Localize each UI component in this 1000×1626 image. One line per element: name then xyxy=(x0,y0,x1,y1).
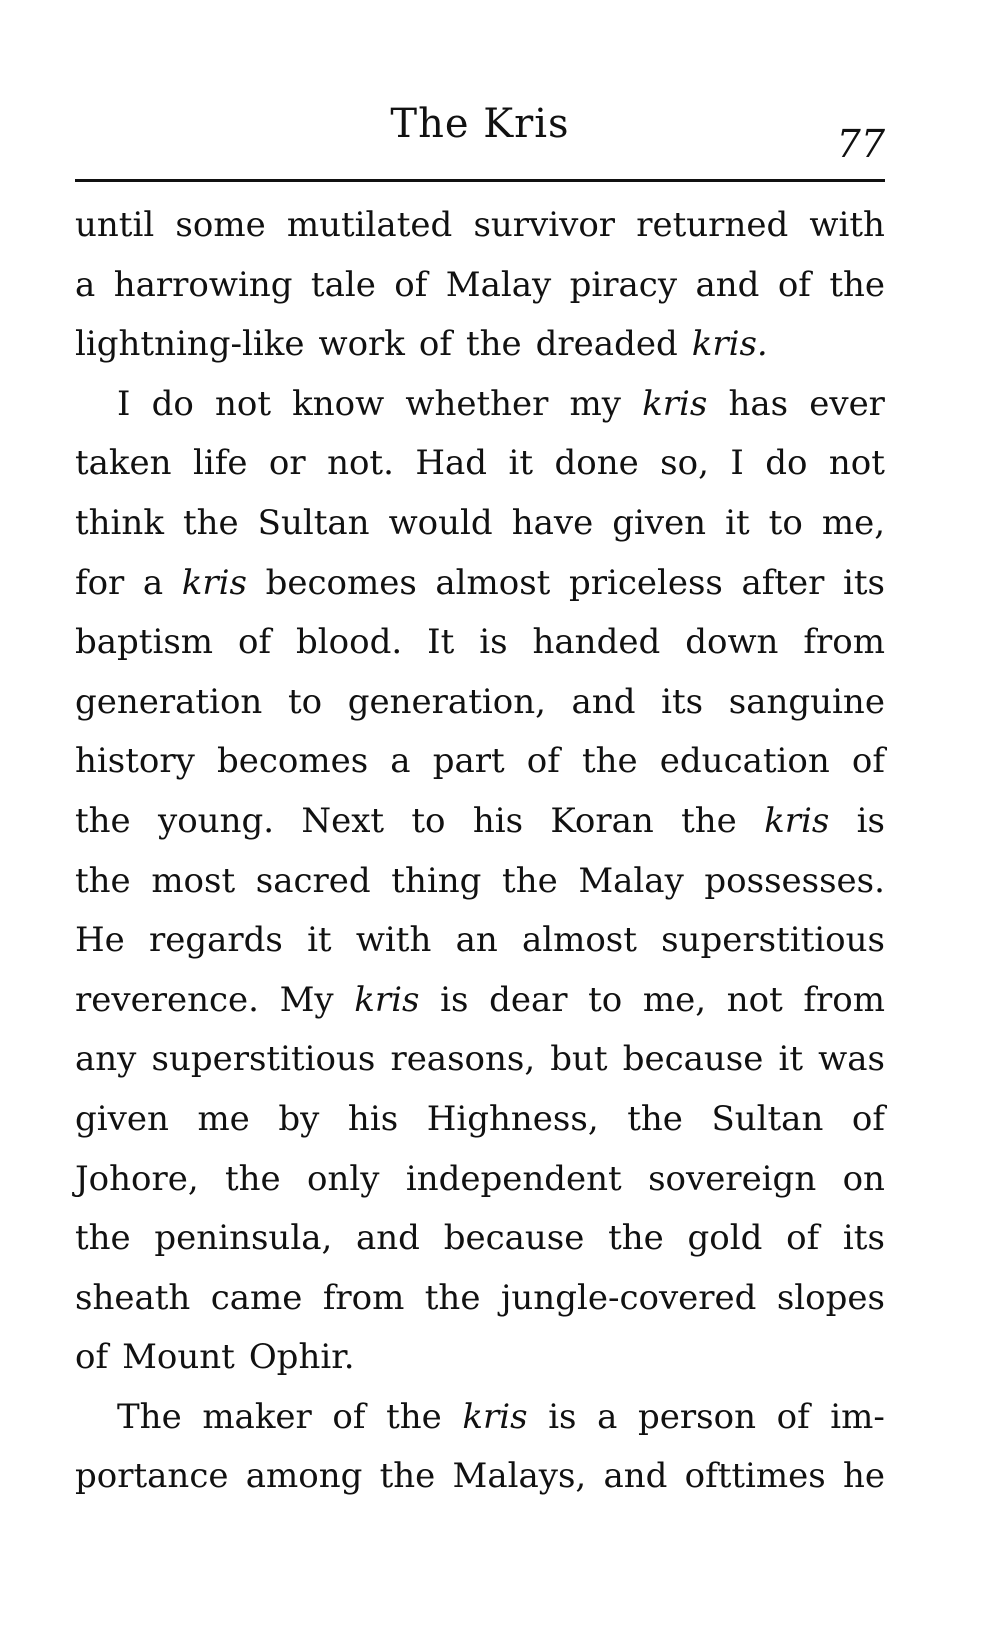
text-line xyxy=(75,256,885,316)
word: young. xyxy=(158,800,275,841)
word: tale xyxy=(310,264,376,305)
text-line xyxy=(75,1090,885,1150)
word: im- xyxy=(830,1396,885,1437)
word: peninsula, xyxy=(154,1218,333,1259)
word: most xyxy=(151,860,236,901)
word: is xyxy=(440,979,469,1020)
word: among xyxy=(245,1456,363,1497)
text-line xyxy=(75,1447,885,1507)
word: the xyxy=(75,800,131,841)
word: down xyxy=(685,622,779,663)
running-head: The Kris xyxy=(390,101,570,147)
word: It xyxy=(427,622,455,663)
word: Malay xyxy=(445,264,552,305)
word: by xyxy=(278,1098,320,1139)
text-line xyxy=(75,1150,885,1210)
word: and xyxy=(695,264,760,305)
word: a xyxy=(142,562,164,603)
text-line xyxy=(75,613,885,673)
paragraph xyxy=(75,375,885,1388)
text-line xyxy=(75,375,885,435)
word: it xyxy=(778,1039,804,1080)
word: came xyxy=(210,1277,303,1318)
word: not. xyxy=(327,443,394,484)
word: of xyxy=(75,1337,109,1378)
text-line xyxy=(75,1209,885,1269)
word: his xyxy=(472,800,524,841)
word: is xyxy=(479,622,508,663)
word: blood. xyxy=(296,622,403,663)
word: because xyxy=(443,1218,585,1259)
word: and xyxy=(571,681,636,722)
word: is xyxy=(856,800,885,841)
word: me xyxy=(197,1098,250,1139)
word: was xyxy=(818,1039,885,1080)
word: ever xyxy=(809,383,885,424)
word: a xyxy=(75,264,96,305)
word: to xyxy=(411,800,446,841)
italic-word: kris xyxy=(181,562,247,603)
word: is xyxy=(548,1396,577,1437)
word: I xyxy=(730,443,744,484)
word: only xyxy=(307,1158,380,1199)
word: with xyxy=(355,920,432,961)
word: the xyxy=(75,860,131,901)
word: the xyxy=(424,1277,481,1318)
header-rule xyxy=(75,179,885,182)
text-line xyxy=(75,971,885,1031)
page-header xyxy=(75,100,885,180)
text-line xyxy=(75,732,885,792)
word: reverence. xyxy=(75,979,259,1020)
text-line xyxy=(75,792,885,852)
body-text xyxy=(75,196,885,1507)
word: until xyxy=(75,205,155,245)
word: He xyxy=(75,920,125,961)
word: Sultan xyxy=(257,502,370,543)
word: Mount xyxy=(122,1337,235,1378)
word: me, xyxy=(642,979,707,1020)
text-line xyxy=(75,1030,885,1090)
word: it xyxy=(307,920,332,961)
word: with xyxy=(809,205,885,245)
word: handed xyxy=(532,622,661,663)
word: me, xyxy=(821,502,885,543)
word: Sultan xyxy=(711,1098,824,1139)
word: independent xyxy=(405,1158,622,1199)
word: on xyxy=(842,1158,885,1199)
word: it xyxy=(508,443,534,484)
word: part xyxy=(432,741,505,782)
word: of xyxy=(776,1396,810,1437)
word: after xyxy=(741,562,825,603)
word: the xyxy=(502,860,558,901)
word: know xyxy=(292,383,385,424)
word: of xyxy=(418,324,452,365)
text-line xyxy=(75,673,885,733)
word: sovereign xyxy=(648,1158,817,1199)
word: and xyxy=(356,1218,420,1259)
word: given xyxy=(75,1098,169,1139)
word: done xyxy=(554,443,639,484)
word: sheath xyxy=(75,1277,191,1318)
word: because xyxy=(622,1039,764,1080)
word: Had xyxy=(415,443,488,484)
paragraph xyxy=(75,196,885,375)
word: returned xyxy=(636,205,789,245)
word: Malays, xyxy=(452,1456,587,1497)
word: harrowing xyxy=(113,264,293,305)
word: of xyxy=(851,1098,885,1139)
word: not xyxy=(726,979,783,1020)
word: work xyxy=(318,324,405,365)
text-line xyxy=(75,852,885,912)
word: Ophir. xyxy=(248,1337,355,1378)
word: or xyxy=(268,443,306,484)
italic-word: kris. xyxy=(691,324,768,365)
word: my xyxy=(569,383,621,424)
word: Next xyxy=(301,800,385,841)
word: his xyxy=(347,1098,399,1139)
word: becomes xyxy=(216,741,369,782)
word: generation xyxy=(75,681,263,722)
italic-word: kris xyxy=(642,383,708,424)
word: superstitious xyxy=(151,1039,376,1080)
word: some xyxy=(175,205,266,245)
word: survivor xyxy=(473,205,616,245)
word: the xyxy=(182,502,239,543)
word: gold xyxy=(687,1218,763,1259)
text-line xyxy=(75,196,885,256)
word: of xyxy=(526,741,560,782)
word: slopes xyxy=(776,1277,885,1318)
word: to xyxy=(588,979,623,1020)
word: to xyxy=(768,502,803,543)
word: of xyxy=(786,1218,820,1259)
word: portance xyxy=(75,1456,229,1497)
text-line xyxy=(75,1388,885,1448)
word: sanguine xyxy=(728,681,885,722)
word: have xyxy=(511,502,594,543)
word: becomes xyxy=(265,562,417,603)
word: to xyxy=(287,681,323,722)
word: its xyxy=(842,1218,885,1259)
word: maker xyxy=(202,1396,312,1437)
word: generation, xyxy=(347,681,546,722)
word: mutilated xyxy=(286,205,453,245)
word: history xyxy=(75,741,195,782)
word: for xyxy=(75,562,125,603)
word: education xyxy=(659,741,830,782)
word: of xyxy=(238,622,272,663)
word: I xyxy=(117,383,131,424)
word: life xyxy=(193,443,248,484)
word: from xyxy=(803,979,885,1020)
word: of xyxy=(394,264,428,305)
text-line xyxy=(75,911,885,971)
word: thing xyxy=(391,860,482,901)
word: but xyxy=(550,1039,608,1080)
word: and xyxy=(603,1456,668,1497)
word: Highness, xyxy=(426,1098,599,1139)
word: the xyxy=(608,1218,664,1259)
word: possesses. xyxy=(704,860,885,901)
word: priceless xyxy=(568,562,723,603)
word: superstitious xyxy=(661,920,885,961)
word: taken xyxy=(75,443,172,484)
word: a xyxy=(597,1396,618,1437)
word: whether xyxy=(405,383,549,424)
word: baptism xyxy=(75,622,214,663)
word: of xyxy=(851,741,885,782)
word: almost xyxy=(435,562,551,603)
paragraph xyxy=(75,1388,885,1507)
word: a xyxy=(390,741,411,782)
word: would xyxy=(388,502,493,543)
word: its xyxy=(842,562,885,603)
word: ofttimes xyxy=(684,1456,826,1497)
text-line xyxy=(75,554,885,614)
word: almost xyxy=(521,920,637,961)
text-line xyxy=(75,315,885,375)
page-number: 77 xyxy=(836,122,885,166)
text-line xyxy=(75,434,885,494)
word: piracy xyxy=(569,264,678,305)
text-line xyxy=(75,1269,885,1329)
word: the xyxy=(627,1098,683,1139)
italic-word: kris xyxy=(462,1396,528,1437)
word: of xyxy=(777,264,811,305)
word: person xyxy=(638,1396,756,1437)
word: My xyxy=(279,979,334,1020)
word: dear xyxy=(489,979,568,1020)
word: so, xyxy=(660,443,709,484)
word: an xyxy=(455,920,498,961)
word: not xyxy=(828,443,885,484)
word: do xyxy=(151,383,194,424)
word: of xyxy=(332,1396,366,1437)
word: sacred xyxy=(255,860,371,901)
word: dreaded xyxy=(535,324,678,365)
word: regards xyxy=(148,920,283,961)
word: the xyxy=(225,1158,281,1199)
word: not xyxy=(214,383,271,424)
word: from xyxy=(803,622,885,663)
word: from xyxy=(322,1277,405,1318)
text-line xyxy=(75,1328,885,1388)
italic-word: kris xyxy=(354,979,420,1020)
word: given xyxy=(612,502,707,543)
word: lightning-like xyxy=(75,324,305,365)
word: Johore, xyxy=(75,1158,199,1199)
word: the xyxy=(465,324,522,365)
word: think xyxy=(75,502,164,543)
word: has xyxy=(728,383,789,424)
word: he xyxy=(842,1456,885,1497)
word: the xyxy=(581,741,638,782)
word: Malay xyxy=(578,860,684,901)
italic-word: kris xyxy=(764,800,830,841)
word: the xyxy=(75,1218,131,1259)
word: The xyxy=(117,1396,182,1437)
word: the xyxy=(386,1396,442,1437)
word: it xyxy=(725,502,750,543)
word: the xyxy=(379,1456,436,1497)
word: Koran xyxy=(550,800,654,841)
word: jungle-covered xyxy=(500,1277,757,1318)
word: the xyxy=(829,264,885,305)
word: do xyxy=(765,443,808,484)
word: the xyxy=(681,800,737,841)
text-line xyxy=(75,494,885,554)
word: reasons, xyxy=(390,1039,536,1080)
word: any xyxy=(75,1039,137,1080)
word: its xyxy=(661,681,704,722)
